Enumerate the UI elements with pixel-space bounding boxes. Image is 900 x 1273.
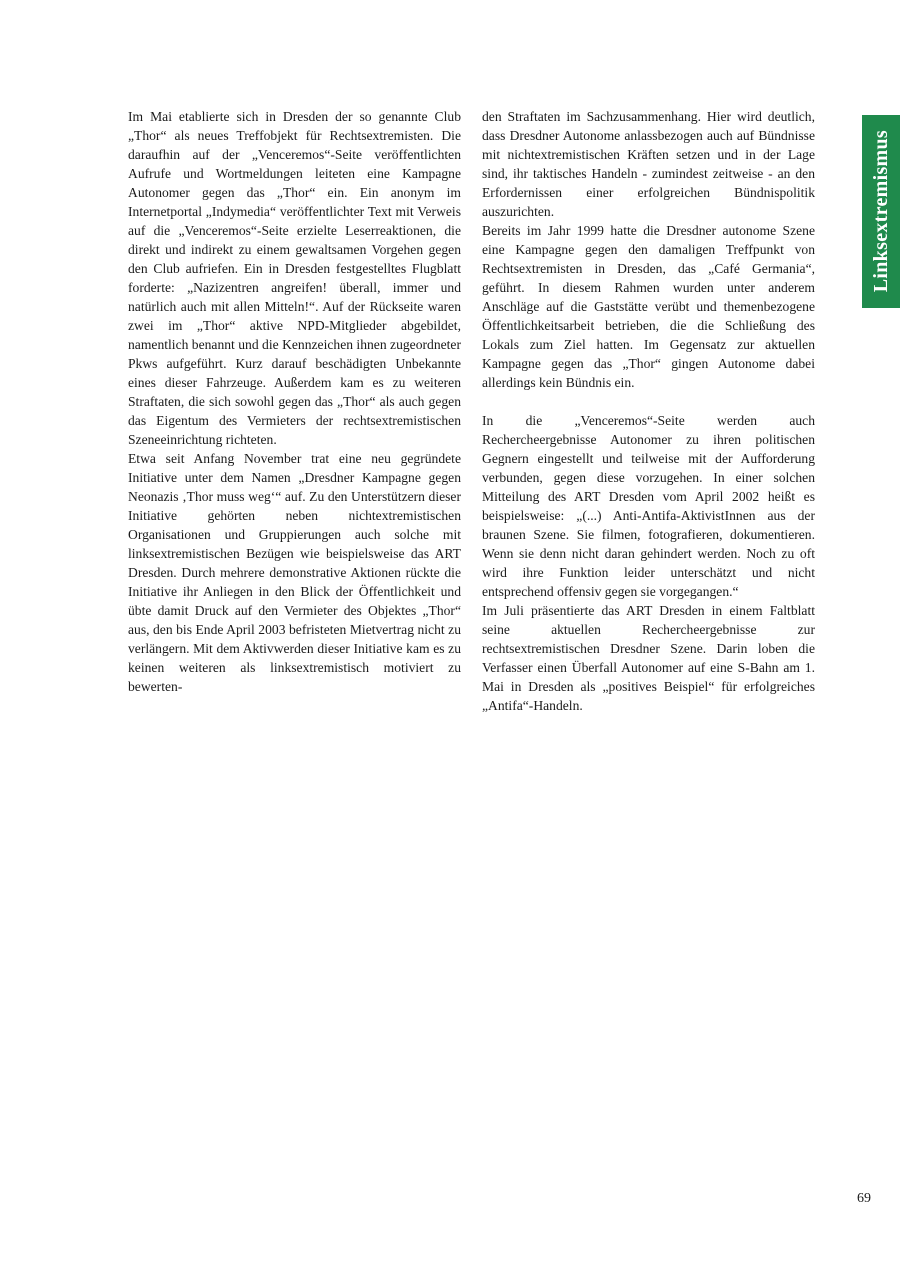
paragraph-club-thor: Im Mai etablierte sich in Dresden der so genannte Club „Thor“ als neues Treffobjekt für Rechtsextremisten. Die daraufhin auf der „Venceremos“-Seite veröffentlichten Aufrufe und Wortmeldungen leiteten eine Kampagne Autonomer gegen das „Thor“ ein. Ein anonym im Internetportal „Indymedia“ veröffentlichter Text mit Verweis auf die „Venceremos“-Seite erzielte Leserreaktionen, die direkt und indirekt zu einem gewaltsamen Vorgehen gegen den Club aufriefen. Ein in Dresden festgestelltes Flugblatt forderte: „Nazizentren angreifen! überall, immer und natürlich auch mit allen Mitteln!“. Auf der Rückseite waren zwei im „Thor“ aktive NPD-Mitglieder abgebildet, namentlich benannt und die Kennzeichen ihnen zugeordneter Pkws aufgeführt. Kurz darauf beschädigten Unbekannte eines dieser Fahrzeuge. Außerdem kam es zu weiteren Straftaten, die sich sowohl gegen das „Thor“ als auch gegen das Eigentum des Vermieters der rechtsextremistischen Szeneeinrichtung richteten.: [128, 109, 461, 447]
section-tab: [862, 115, 900, 308]
left-text-column: [128, 107, 461, 696]
paragraph-cafe-germania: Bereits im Jahr 1999 hatte die Dresdner autonome Szene eine Kampagne gegen den damaligen Treffpunkt von Rechtsextremisten in Dresden, das „Café Germania“, geführt. In diesem Rahmen wurden unter anderem Anschläge auf die Gaststätte verübt und themenbezogene Öffentlichkeitsarbeit betrieben, die die Schließung des Lokals zum Ziel hatten. Im Gegensatz zur aktuellen Kampagne gegen das „Thor“ gingen Autonome dabei allerdings kein Bündnis ein.: [482, 223, 815, 390]
page-number: 69: [857, 1191, 871, 1206]
paragraph-venceremos: In die „Venceremos“-Seite werden auch Rechercheergebnisse Autonomer zu ihren politischen Gegnern eingestellt und teilweise mit der Aufforderung verbunden, gegen diese vorzugehen. In einer solchen Mitteilung des ART Dresden vom April 2002 heißt es beispielsweise: „(...) Anti-Antifa-AktivistInnen aus der braunen Szene. Sie filmen, fotografieren, dokumentieren. Wenn sie denn nicht daran gehindert werden. Noch zu oft wird ihre Funktion leider unterschätzt und nicht entsprechend offensiv gegen sie vorgegangen.“: [482, 413, 815, 599]
section-tab-label: Linksextremismus: [869, 130, 892, 293]
paragraph-initiative: Etwa seit Anfang November trat eine neu gegründete Initiative unter dem Namen „Dresdner Kampagne gegen Neonazis ‚Thor muss weg‘“ auf. Zu den Unterstützern dieser Initiative gehörten neben nichtextremistischen Organisationen und Gruppierungen auch solche mit linksextremistischen Bezügen wie beispielsweise das ART Dresden. Durch mehrere demonstrative Aktionen rückte die Initiative ihr Anliegen in den Blick der Öffentlichkeit und übte damit Druck auf den Vermieter des Objektes „Thor“ aus, den bis Ende April 2003 befristeten Mietvertrag nicht zu verlängern. Mit dem Aktivwerden dieser Initiative kam es zu keinen weiteren als linksextremistisch motiviert zu bewerten-: [128, 451, 461, 694]
right-text-column: [482, 107, 815, 715]
paragraph-straftaten: den Straftaten im Sachzusammenhang. Hier wird deutlich, dass Dresdner Autonome anlassbezogen auch auf Bündnisse mit nichtextremistischen Kräften setzen und in der Lage sind, ihr taktisches Handeln - zumindest zeitweise - an den Erfordernissen einer erfolgreichen Bündnispolitik auszurichten.: [482, 109, 815, 219]
paragraph-faltblatt: Im Juli präsentierte das ART Dresden in einem Faltblatt seine aktuellen Rechercheergebnisse zur rechtsextremistischen Dresdner Szene. Darin loben die Verfasser einen Überfall Autonomer auf eine S-Bahn am 1. Mai in Dresden als „positives Beispiel“ für erfolgreiches „Antifa“-Handeln.: [482, 603, 815, 713]
